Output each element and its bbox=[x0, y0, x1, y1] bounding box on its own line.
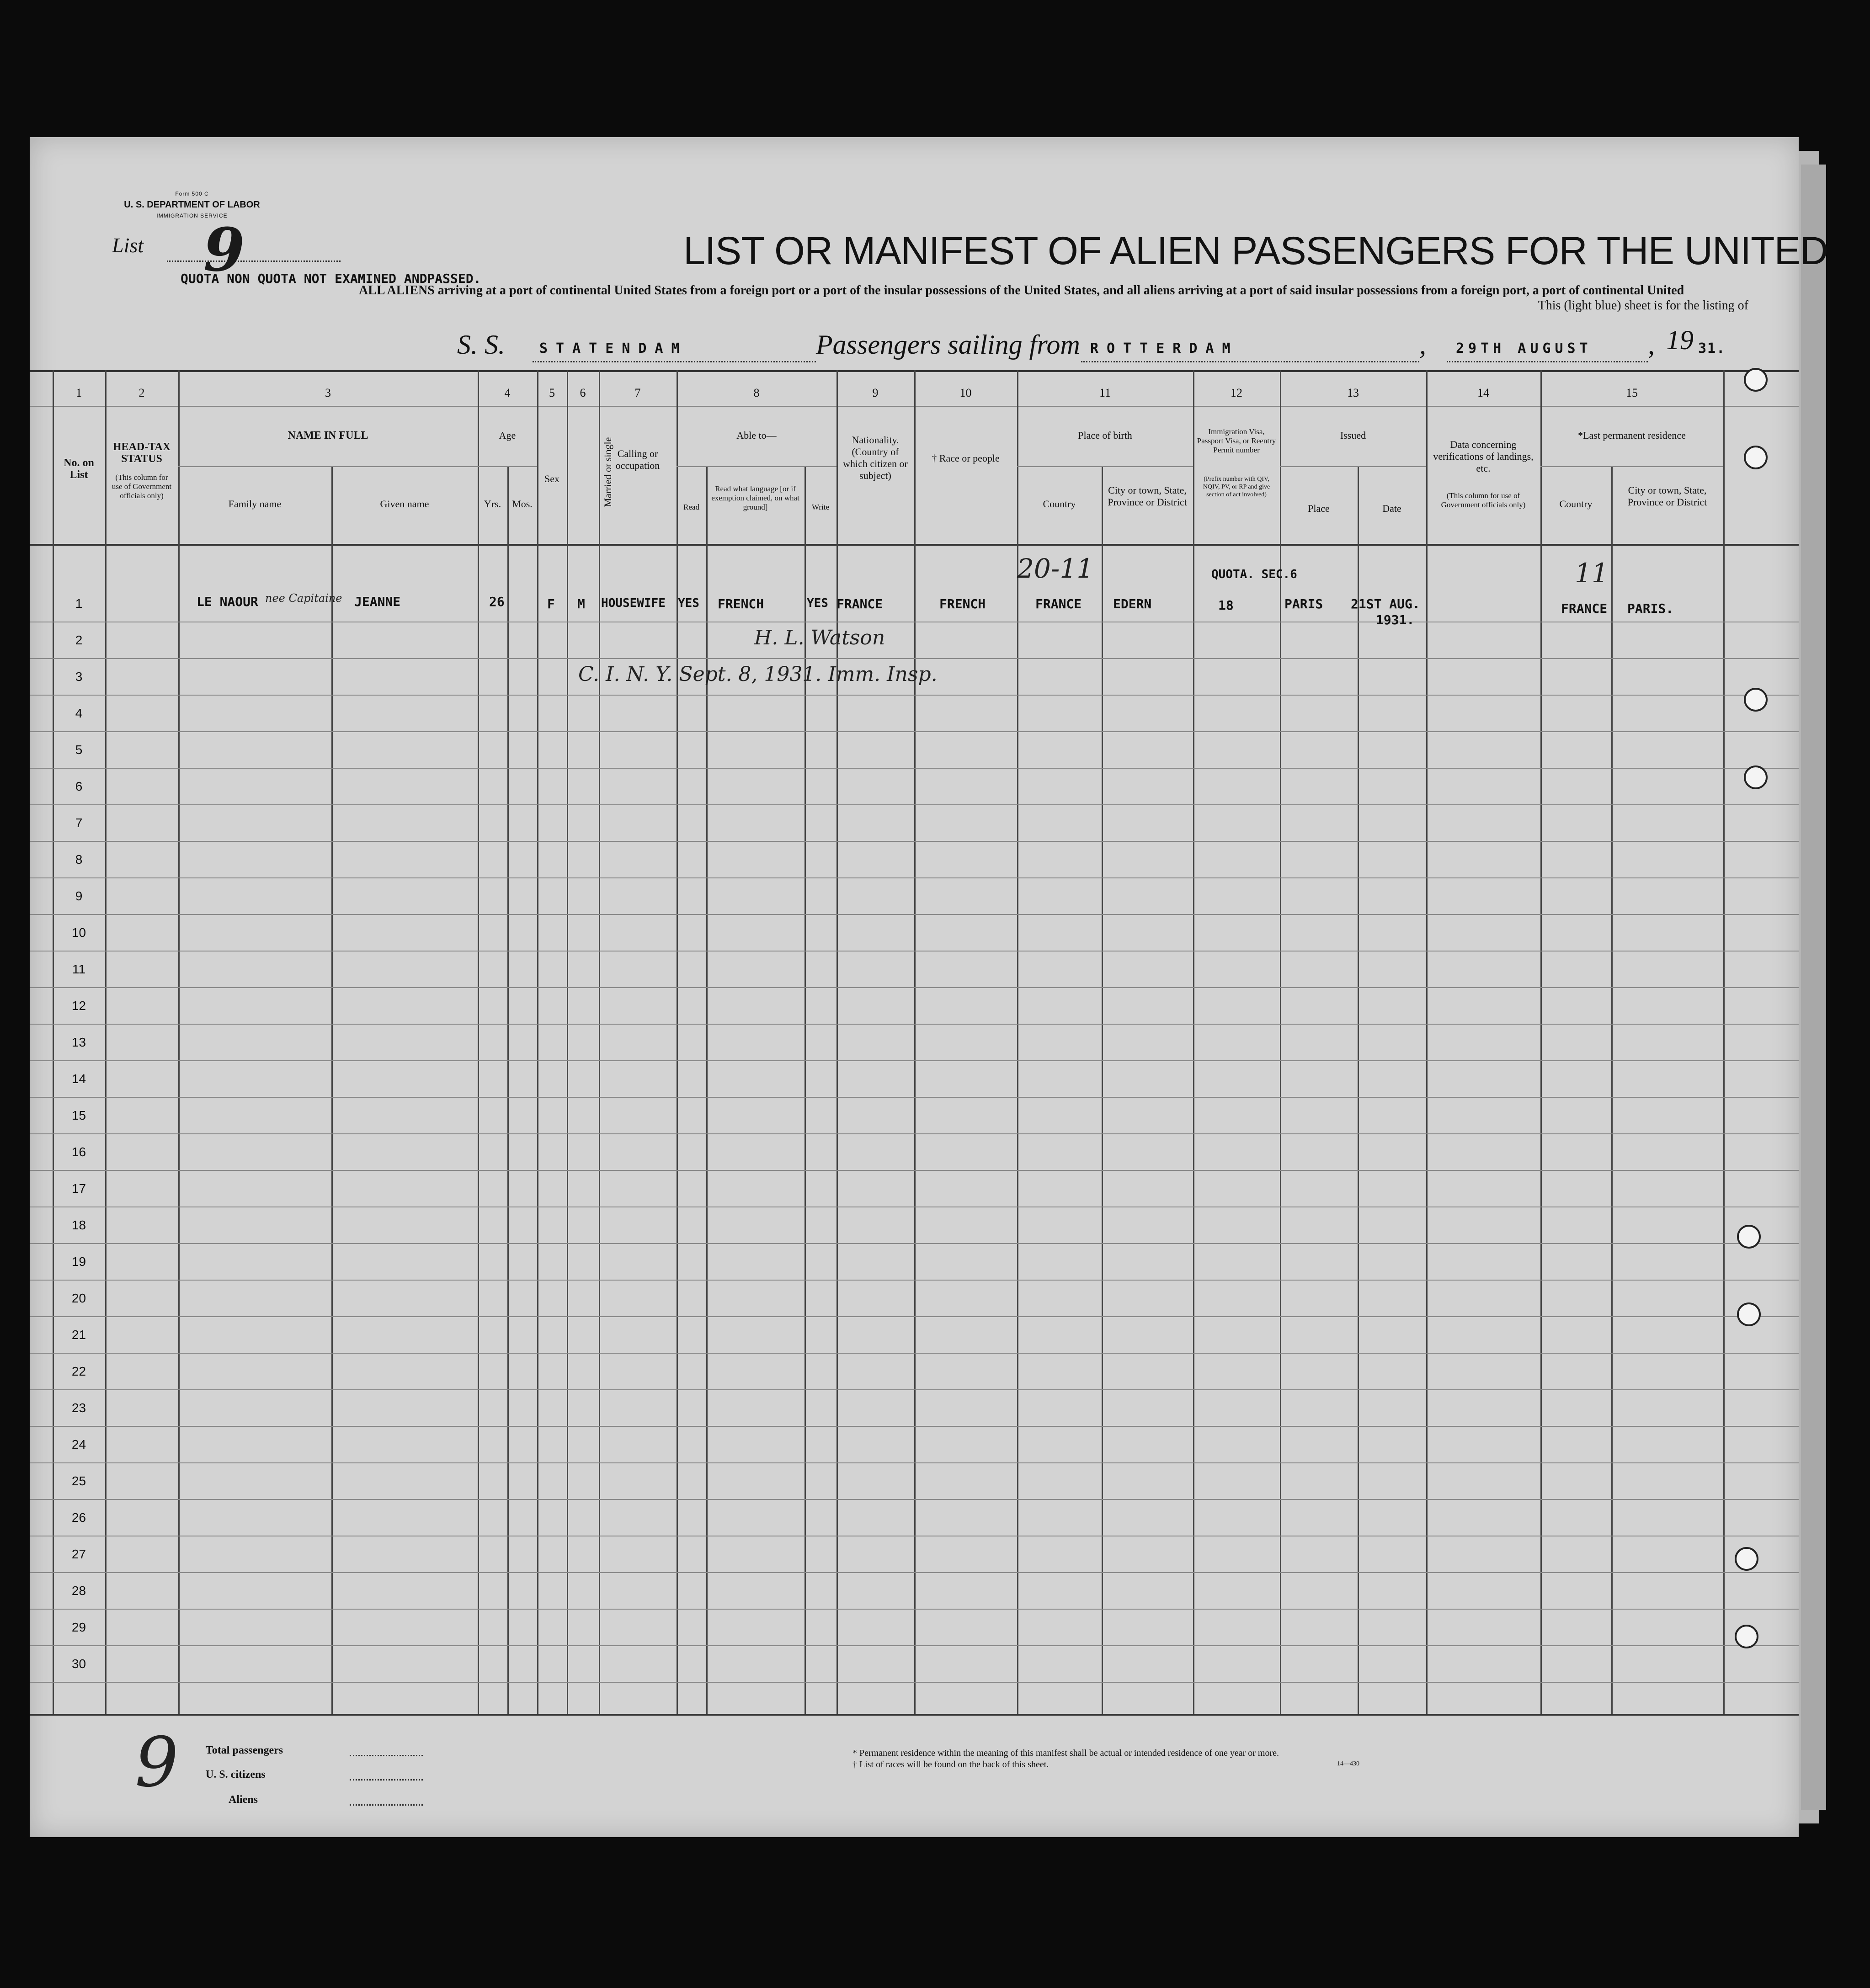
row-rule bbox=[30, 695, 1799, 696]
row-rule bbox=[30, 914, 1799, 915]
department: U. S. DEPARTMENT OF LABOR bbox=[124, 200, 260, 210]
table-bottom-border bbox=[30, 1714, 1799, 1716]
page-title: LIST OR MANIFEST OF ALIEN PASSENGERS FOR THE UNITED bbox=[683, 229, 1828, 273]
header-able-to: Able to— bbox=[736, 430, 777, 441]
manifest-sheet bbox=[30, 137, 1828, 1837]
row-number: 10 bbox=[71, 925, 86, 940]
nationality: FRANCE bbox=[836, 596, 883, 611]
sailing-label: Passengers sailing from bbox=[816, 330, 1080, 360]
form-number: Form 500 C bbox=[175, 191, 209, 197]
comma: , bbox=[1648, 330, 1655, 360]
row-number: 24 bbox=[71, 1437, 86, 1451]
col-rule bbox=[507, 466, 509, 1714]
col-rule bbox=[1723, 370, 1725, 1714]
inspection-note: C. I. N. Y. Sept. 8, 1931. Imm. Insp. bbox=[578, 663, 938, 686]
birth-mark: 20-11 bbox=[1017, 553, 1094, 584]
row-number: 9 bbox=[75, 889, 83, 903]
row-number: 13 bbox=[71, 1035, 86, 1049]
column-number: 12 bbox=[1231, 386, 1242, 399]
row-number: 6 bbox=[75, 779, 83, 793]
column-number: 14 bbox=[1477, 386, 1489, 399]
row-number: 5 bbox=[75, 743, 83, 757]
married: M bbox=[577, 596, 585, 611]
binder-hole bbox=[1744, 765, 1768, 789]
row-rule bbox=[30, 1645, 1799, 1646]
row-rule bbox=[30, 1426, 1799, 1427]
column-number: 13 bbox=[1347, 386, 1359, 399]
col-rule bbox=[178, 370, 180, 1714]
binder-hole bbox=[1735, 1547, 1758, 1571]
ss-label: S. S. bbox=[457, 330, 505, 360]
row-number: 12 bbox=[71, 999, 86, 1013]
row-number: 4 bbox=[75, 706, 83, 720]
year-suffix: 31. bbox=[1698, 340, 1726, 356]
col-rule bbox=[567, 370, 568, 1714]
binder-hole bbox=[1735, 1625, 1758, 1648]
col-rule bbox=[706, 466, 708, 1714]
row-rule bbox=[30, 1353, 1799, 1354]
row-number: 11 bbox=[72, 962, 86, 976]
column-number: 4 bbox=[504, 386, 511, 399]
column-number: 8 bbox=[753, 386, 760, 399]
issued-year: 1931. bbox=[1376, 612, 1415, 627]
issued-place: PARIS bbox=[1284, 596, 1323, 611]
row-number: 22 bbox=[71, 1364, 86, 1378]
col-rule bbox=[836, 370, 838, 1714]
col-rule bbox=[1102, 466, 1103, 1714]
row-rule bbox=[30, 1499, 1799, 1500]
row-number: 7 bbox=[75, 816, 83, 830]
sex: F bbox=[547, 596, 555, 611]
header-yrs: Yrs. bbox=[484, 498, 501, 510]
row-number: 20 bbox=[71, 1291, 86, 1305]
header-issued-date: Date bbox=[1382, 503, 1401, 514]
header-issued-place: Place bbox=[1308, 503, 1330, 514]
row-rule bbox=[30, 987, 1799, 988]
res-country: FRANCE bbox=[1561, 601, 1608, 616]
row-rule bbox=[30, 1316, 1799, 1317]
issued-subrule bbox=[1280, 466, 1426, 467]
row-number: 8 bbox=[75, 852, 83, 866]
column-number: 11 bbox=[1099, 386, 1111, 399]
header-given-name: Given name bbox=[380, 498, 429, 510]
row-number: 2 bbox=[75, 633, 83, 647]
col-rule bbox=[105, 370, 107, 1714]
row-number: 3 bbox=[75, 670, 83, 684]
header-read-language: Read what language [or if exemption claimed, on what ground] bbox=[711, 484, 799, 511]
header-place-of-birth: Place of birth bbox=[1078, 430, 1132, 441]
quota-stamp: QUOTA NON QUOTA NOT EXAMINED ANDPASSED. bbox=[181, 271, 481, 286]
column-number: 10 bbox=[959, 386, 972, 399]
birth-city: EDERN bbox=[1113, 596, 1152, 611]
residence-mark: 11 bbox=[1575, 558, 1609, 589]
header-race: † Race or people bbox=[932, 452, 1000, 464]
birth-country: FRANCE bbox=[1035, 596, 1082, 611]
col-rule bbox=[331, 466, 333, 1714]
col-rule bbox=[1358, 466, 1359, 1714]
header-visa: Immigration Visa, Passport Visa, or Reentry Permit number bbox=[1197, 427, 1276, 454]
binder-hole bbox=[1744, 446, 1768, 469]
header-res-city: City or town, State, Province or District bbox=[1627, 484, 1707, 508]
row-rule bbox=[30, 658, 1799, 659]
column-number: 6 bbox=[580, 386, 586, 399]
given-name: JEANNE bbox=[354, 594, 401, 609]
col-rule bbox=[599, 370, 600, 1714]
name-subrule bbox=[178, 466, 478, 467]
row-rule bbox=[30, 1609, 1799, 1610]
visa-line1: QUOTA. SEC.6 bbox=[1211, 568, 1297, 581]
family-name-note: nee Capitaine bbox=[265, 592, 342, 605]
total-passengers-label: Total passengers bbox=[206, 1744, 283, 1756]
col-rule bbox=[1426, 370, 1428, 1714]
form-header bbox=[105, 188, 279, 221]
row-rule bbox=[30, 804, 1799, 805]
column-number: 3 bbox=[325, 386, 331, 399]
row-rule bbox=[30, 1682, 1799, 1683]
col-rule bbox=[914, 370, 916, 1714]
header-head-tax: HEAD-TAX STATUS bbox=[112, 441, 171, 465]
header-last-residence: *Last permanent residence bbox=[1578, 430, 1686, 441]
header-birth-country: Country bbox=[1043, 498, 1076, 510]
row-number: 30 bbox=[71, 1657, 86, 1671]
row-number: 25 bbox=[71, 1474, 86, 1488]
row-rule bbox=[30, 1097, 1799, 1098]
footer-handwritten-count: 9 bbox=[135, 1723, 179, 1802]
row-number: 28 bbox=[71, 1584, 86, 1598]
family-name: LE NAOUR bbox=[197, 594, 258, 609]
header-visa-note: (Prefix number with QIV, NQIV, PV, or RP and give section of act involved) bbox=[1203, 476, 1270, 498]
col-rule bbox=[677, 370, 678, 1714]
row-number: 29 bbox=[71, 1620, 86, 1634]
row-number: 23 bbox=[71, 1401, 86, 1415]
header-calling: Calling or occupation bbox=[615, 448, 660, 471]
row-rule bbox=[30, 1243, 1799, 1244]
binder-hole bbox=[1744, 368, 1768, 392]
total-passengers-line bbox=[350, 1755, 423, 1756]
able-subrule bbox=[677, 466, 836, 467]
list-underline bbox=[167, 260, 341, 262]
service: IMMIGRATION SERVICE bbox=[156, 213, 228, 219]
res-city: PARIS. bbox=[1627, 601, 1674, 616]
row-number: 27 bbox=[71, 1547, 86, 1561]
binder-hole bbox=[1737, 1225, 1761, 1249]
binder-hole bbox=[1737, 1302, 1761, 1326]
birth-subrule bbox=[1017, 466, 1193, 467]
ship-name: STATENDAM bbox=[539, 340, 688, 356]
col-rule bbox=[537, 370, 538, 1714]
row-rule bbox=[30, 1024, 1799, 1025]
col-rule bbox=[1611, 466, 1613, 1714]
date-underline bbox=[1447, 361, 1648, 362]
footnote-residence: * Permanent residence within the meaning of this manifest shall be actual or intended residence of one year or more. bbox=[852, 1748, 1279, 1758]
header-issued: Issued bbox=[1340, 430, 1366, 441]
column-number: 9 bbox=[872, 386, 879, 399]
header-age: Age bbox=[499, 430, 516, 441]
aliens-label: Aliens bbox=[229, 1794, 258, 1806]
row-rule bbox=[30, 877, 1799, 878]
row-rule bbox=[30, 731, 1799, 732]
footnote-races: † List of races will be found on the back of this sheet. bbox=[852, 1759, 1049, 1770]
list-label: List bbox=[112, 234, 144, 257]
header-res-country: Country bbox=[1559, 498, 1593, 510]
header-data-note: (This column for use of Government officials only) bbox=[1441, 491, 1526, 509]
col-rule bbox=[1193, 370, 1194, 1714]
residence-subrule bbox=[1540, 466, 1723, 467]
row-rule bbox=[30, 1389, 1799, 1390]
ship-underline bbox=[533, 361, 816, 362]
sailing-date: 29TH AUGUST bbox=[1456, 340, 1592, 356]
header-birth-city: City or town, State, Province or District bbox=[1108, 484, 1187, 508]
row-rule bbox=[30, 1060, 1799, 1061]
row-number: 18 bbox=[71, 1218, 86, 1232]
row-rule bbox=[30, 768, 1799, 769]
row-number: 17 bbox=[71, 1181, 86, 1196]
year-prefix: 19 bbox=[1666, 325, 1694, 355]
read: YES bbox=[678, 596, 699, 610]
header-head-tax-note: (This column for use of Government officials only) bbox=[112, 473, 172, 500]
departure-port: ROTTERDAM bbox=[1090, 340, 1239, 356]
comma: , bbox=[1419, 330, 1426, 360]
header-no-on-list: No. on List bbox=[64, 457, 94, 481]
column-number: 1 bbox=[76, 386, 82, 399]
row-rule bbox=[30, 1572, 1799, 1573]
visa-line2: 18 bbox=[1218, 598, 1234, 613]
us-citizens-line bbox=[350, 1779, 423, 1781]
all-aliens-text: ALL ALIENS arriving at a port of continental United States from a foreign port or a port of the insular possessions of the United States, and all aliens arriving at a port of said insular possessions from a foreign port, a port of continental United bbox=[359, 283, 1684, 298]
inspector-signature: H. L. Watson bbox=[754, 626, 885, 649]
aliens-line bbox=[350, 1804, 423, 1806]
header-mos: Mos. bbox=[512, 498, 533, 510]
header-sex: Sex bbox=[544, 473, 559, 484]
list-number: 9 bbox=[203, 215, 245, 285]
row-number: 21 bbox=[71, 1328, 86, 1342]
age-years: 26 bbox=[489, 594, 505, 609]
write: YES bbox=[807, 596, 828, 610]
row-rule bbox=[30, 1280, 1799, 1281]
row-number: 14 bbox=[71, 1072, 86, 1086]
row-number: 19 bbox=[71, 1254, 86, 1269]
row-number: 16 bbox=[71, 1145, 86, 1159]
header-write: Write bbox=[811, 503, 830, 511]
row-rule bbox=[30, 841, 1799, 842]
binder-hole bbox=[1744, 688, 1768, 712]
column-number: 5 bbox=[549, 386, 555, 399]
read-language: FRENCH bbox=[718, 596, 764, 611]
occupation: HOUSEWIFE bbox=[601, 596, 666, 610]
header-name-in-full: NAME IN FULL bbox=[288, 430, 368, 441]
header-data-concerning: Data concerning verifications of landings, etc. bbox=[1433, 439, 1534, 474]
column-number: 2 bbox=[139, 386, 145, 399]
header-married: Married or single bbox=[602, 437, 613, 507]
form-code: 14—430 bbox=[1337, 1760, 1359, 1767]
header-nationality: Nationality. (Country of which citizen or subject) bbox=[843, 434, 908, 481]
us-citizens-label: U. S. citizens bbox=[206, 1769, 266, 1781]
row-number: 1 bbox=[75, 596, 83, 611]
col-rule bbox=[1540, 370, 1542, 1714]
port-underline bbox=[1081, 361, 1419, 362]
row-rule bbox=[30, 1170, 1799, 1171]
row-number: 15 bbox=[71, 1108, 86, 1122]
back-sheet bbox=[1801, 165, 1826, 1810]
header-read: Read bbox=[683, 503, 699, 511]
column-number: 15 bbox=[1626, 386, 1638, 399]
row-number: 26 bbox=[71, 1510, 86, 1525]
age-subrule bbox=[478, 466, 537, 467]
header-family-name: Family name bbox=[228, 498, 282, 510]
sheet-note: This (light blue) sheet is for the listing of bbox=[1538, 298, 1748, 313]
col-rule bbox=[478, 370, 479, 1714]
row-rule bbox=[30, 1462, 1799, 1463]
column-number: 7 bbox=[634, 386, 641, 399]
row-rule bbox=[30, 1133, 1799, 1134]
race: FRENCH bbox=[939, 596, 986, 611]
col-rule bbox=[804, 466, 806, 1714]
issued-date: 21ST AUG. bbox=[1351, 596, 1420, 611]
